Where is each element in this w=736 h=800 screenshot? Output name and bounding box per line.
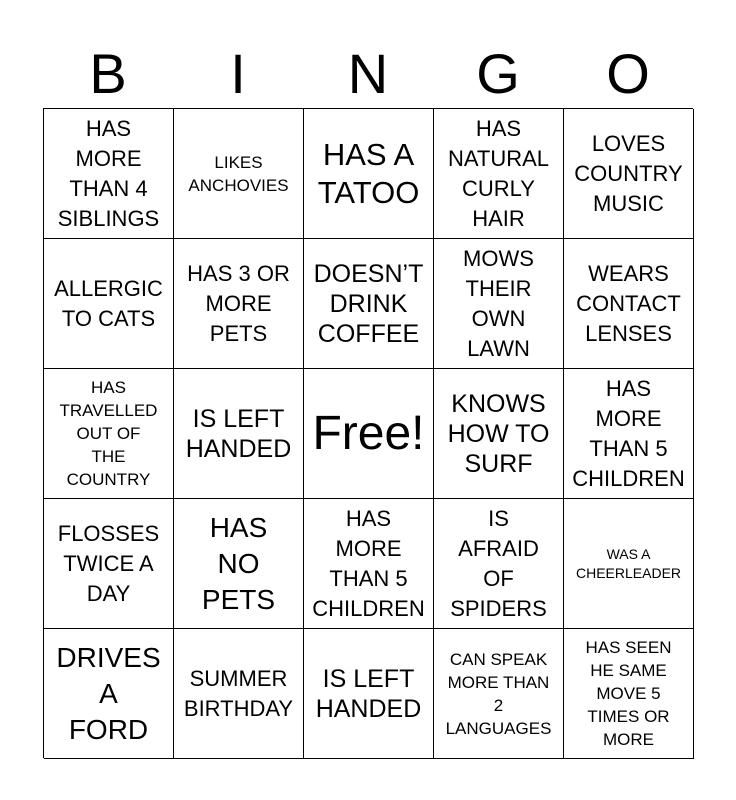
bingo-cell[interactable]: [174, 629, 304, 759]
bingo-cell[interactable]: [304, 239, 434, 369]
bingo-cell[interactable]: [304, 109, 434, 239]
bingo-cell[interactable]: [564, 499, 694, 629]
cell-text: ALLERGIC TO CATS: [54, 275, 163, 331]
cell-text: HAS A TATOO: [317, 136, 420, 210]
cell-text: HAS MORE THAN 5 CHILDREN: [312, 505, 425, 621]
cell-text: IS LEFT HANDED: [315, 664, 422, 723]
bingo-cell[interactable]: [174, 239, 304, 369]
header-letter-b: B: [89, 42, 127, 105]
cell-text: KNOWS HOW TO SURF: [447, 389, 550, 478]
bingo-grid: [43, 108, 693, 758]
header-letter-g: G: [476, 42, 520, 105]
cell-text: IS LEFT HANDED: [185, 404, 292, 463]
bingo-cell[interactable]: [434, 239, 564, 369]
bingo-cell[interactable]: [44, 239, 174, 369]
cell-text: LOVES COUNTRY MUSIC: [574, 130, 683, 216]
cell-text: IS AFRAID OF SPIDERS: [450, 505, 547, 621]
bingo-cell[interactable]: [434, 109, 564, 239]
bingo-header: [43, 40, 693, 108]
cell-text: HAS TRAVELLED OUT OF THE COUNTRY: [59, 378, 158, 489]
cell-text: WAS A CHEERLEADER: [575, 545, 682, 581]
cell-text: DRIVES A FORD: [56, 641, 161, 745]
bingo-cell[interactable]: [44, 109, 174, 239]
bingo-cell[interactable]: [174, 499, 304, 629]
bingo-cell[interactable]: [434, 499, 564, 629]
bingo-cell[interactable]: [44, 499, 174, 629]
cell-text: HAS NATURAL CURLY HAIR: [447, 115, 550, 231]
header-letter-i: I: [230, 42, 246, 105]
bingo-cell[interactable]: [564, 109, 694, 239]
bingo-cell[interactable]: [174, 369, 304, 499]
cell-text: CAN SPEAK MORE THAN 2 LANGUAGES: [445, 649, 552, 738]
bingo-cell[interactable]: [44, 629, 174, 759]
cell-text: HAS NO PETS: [201, 511, 276, 615]
cell-text: HAS 3 OR MORE PETS: [187, 260, 290, 346]
bingo-cell[interactable]: [564, 239, 694, 369]
free-space-cell[interactable]: [304, 369, 434, 499]
bingo-cell[interactable]: [304, 629, 434, 759]
header-letter-o: O: [606, 42, 650, 105]
bingo-cell[interactable]: [564, 369, 694, 499]
cell-text: FLOSSES TWICE A DAY: [57, 520, 160, 606]
bingo-cell[interactable]: [564, 629, 694, 759]
bingo-cell[interactable]: [44, 369, 174, 499]
cell-text: HAS MORE THAN 5 CHILDREN: [572, 375, 685, 491]
cell-text: HAS SEEN HE SAME MOVE 5 TIMES OR MORE: [585, 638, 672, 749]
cell-text: LIKES ANCHOVIES: [188, 152, 289, 195]
cell-text: MOWS THEIR OWN LAWN: [463, 245, 534, 361]
cell-text: DOESN’T DRINK COFFEE: [313, 259, 424, 348]
header-letter-n: N: [347, 42, 389, 105]
cell-text: HAS MORE THAN 4 SIBLINGS: [57, 115, 160, 231]
free-space-text: Free!: [312, 406, 425, 460]
bingo-cell[interactable]: [434, 369, 564, 499]
bingo-cell[interactable]: [434, 629, 564, 759]
bingo-cell[interactable]: [304, 499, 434, 629]
bingo-cell[interactable]: [174, 109, 304, 239]
cell-text: WEARS CONTACT LENSES: [576, 260, 681, 346]
cell-text: SUMMER BIRTHDAY: [183, 665, 294, 721]
